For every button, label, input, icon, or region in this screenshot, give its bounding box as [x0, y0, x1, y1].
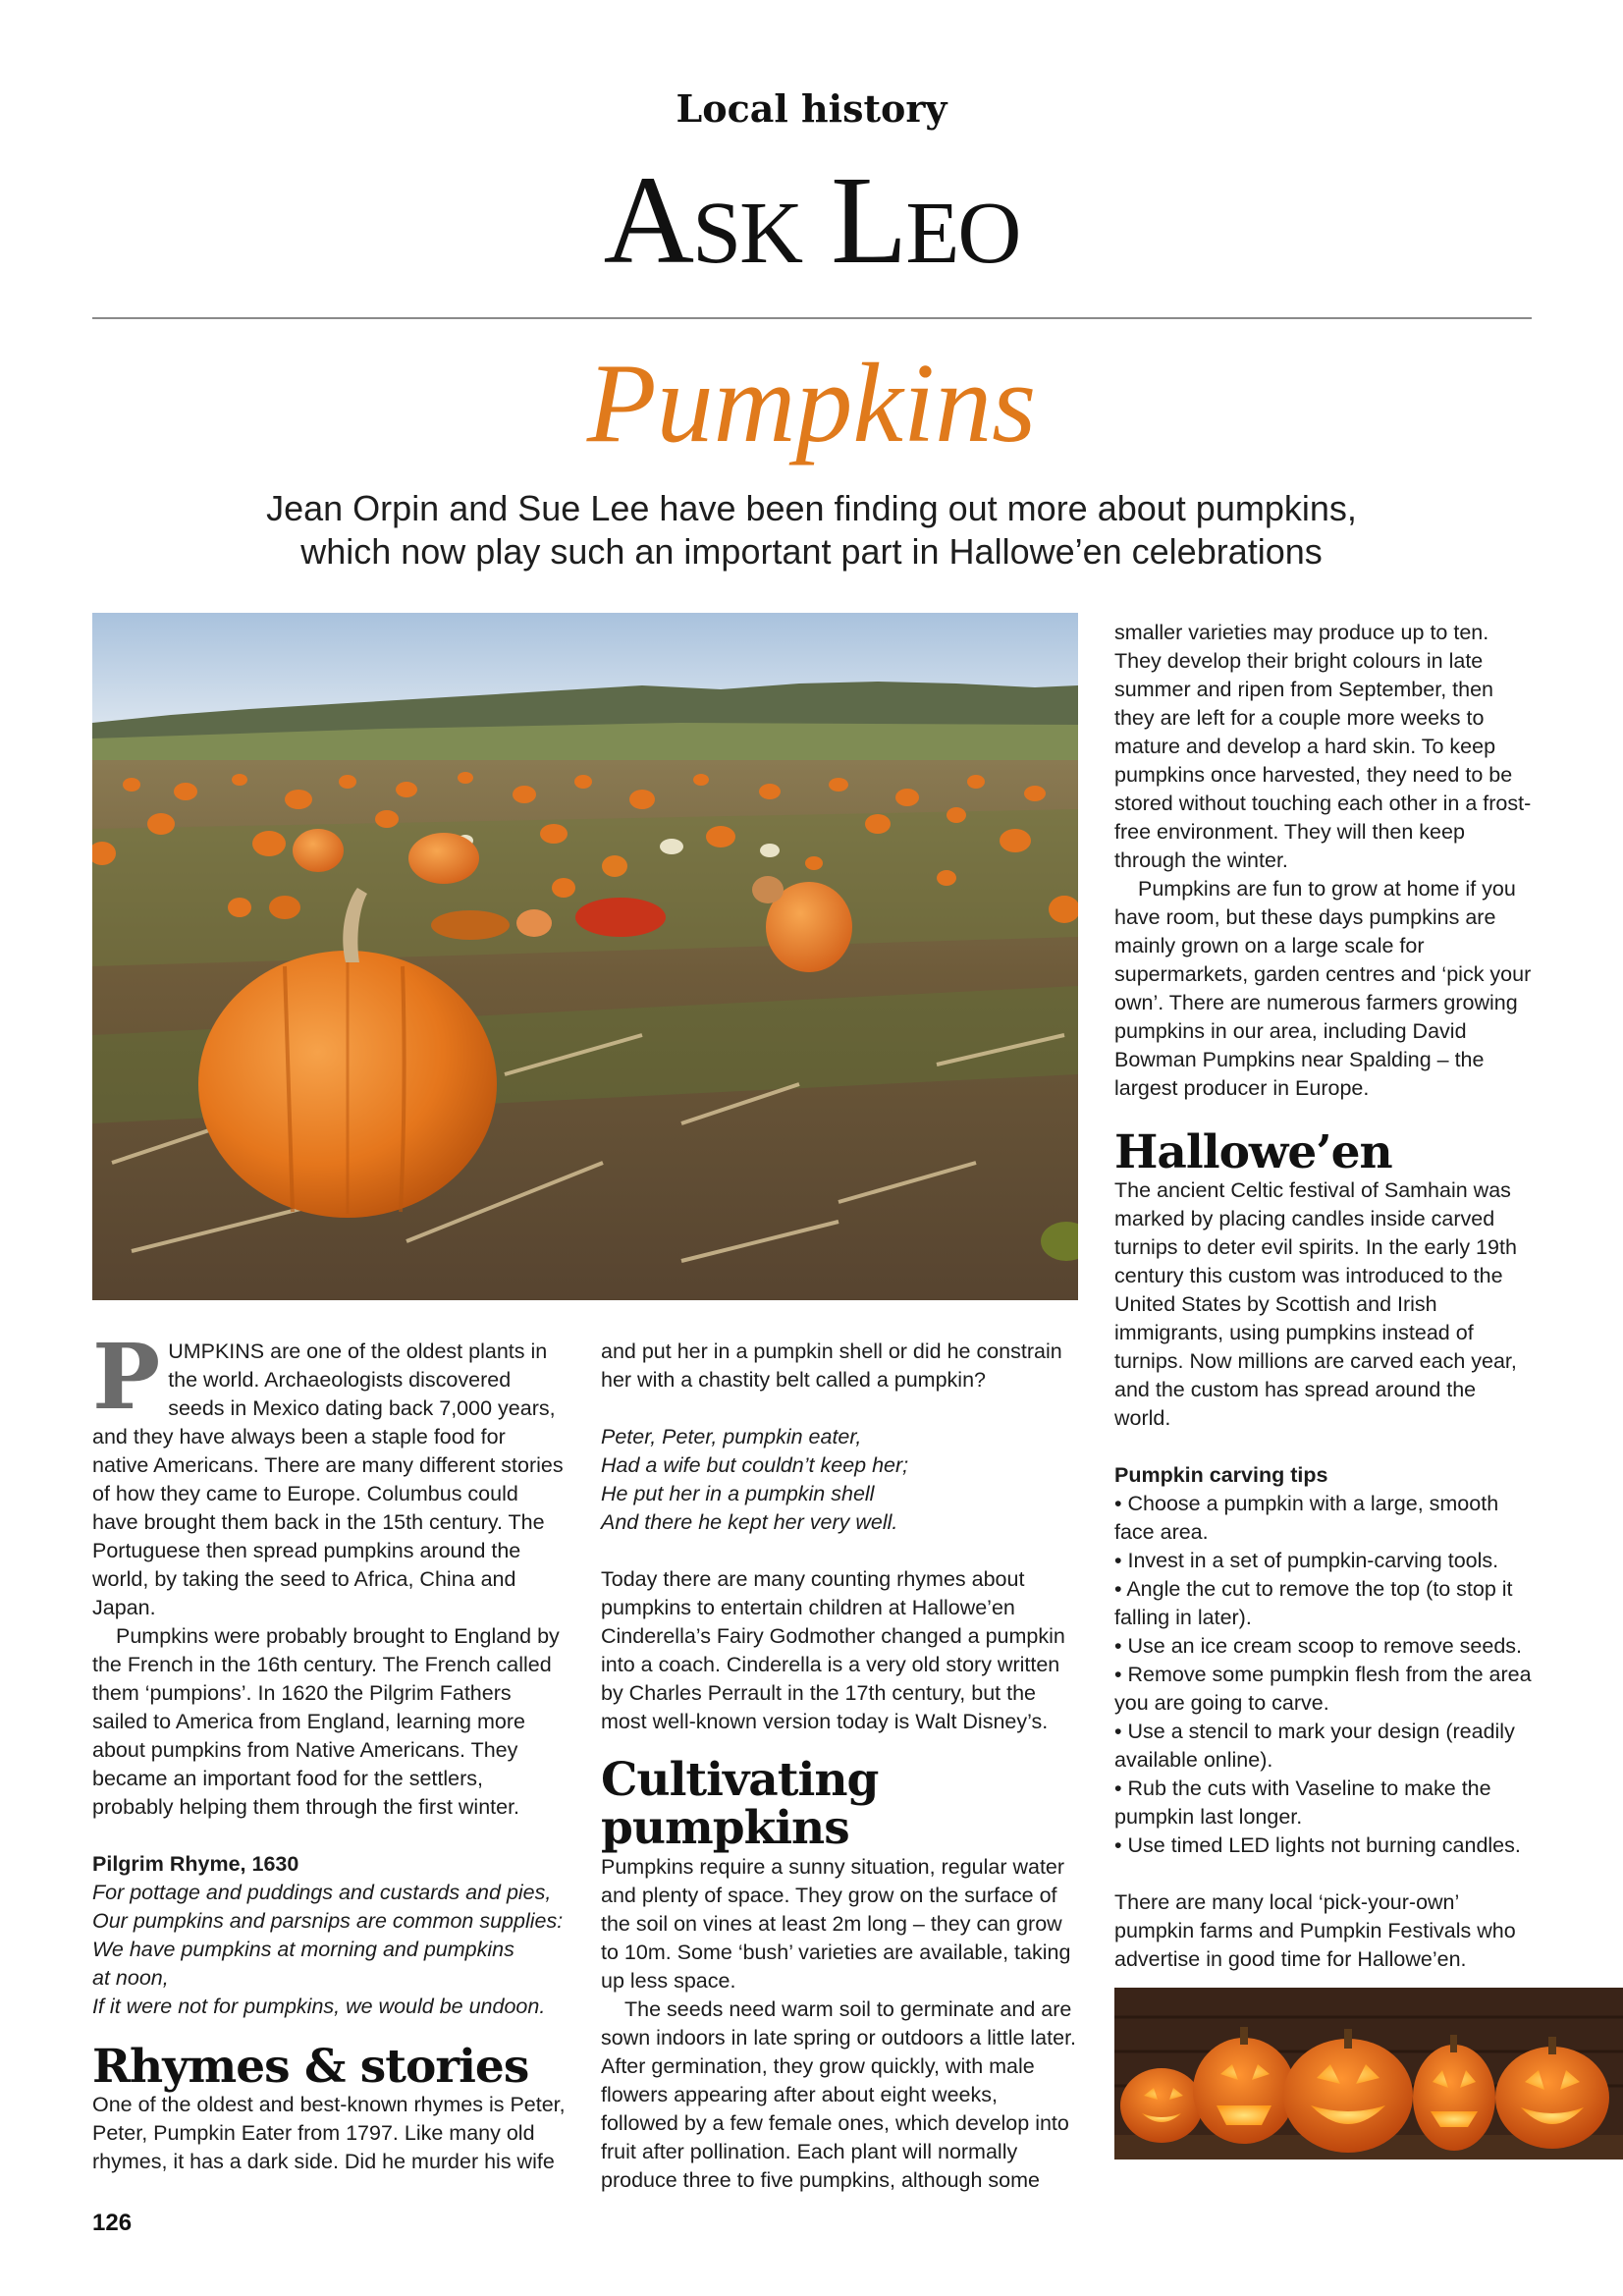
- body-paragraph: and put her in a pumpkin shell or did he constrain her with a chastity belt called a pumpkin?: [601, 1339, 1062, 1392]
- tip-item: • Remove some pumpkin flesh from the area you are going to carve.: [1114, 1663, 1532, 1716]
- body-paragraph: The ancient Celtic festival of Samhain was marked by placing candles inside carved turnips to deter evil spirits. In the early 19th century this custom was introduced to the United States by Scottish and Irish immigrants, using pumpkins instead of turnips. Now millions are carved each year, and the custom has spread around the world.: [1114, 1178, 1517, 1431]
- tip-item: • Invest in a set of pumpkin-carving tools.: [1114, 1549, 1499, 1573]
- rhyme-line: If it were not for pumpkins, we would be undoon.: [92, 1995, 546, 2018]
- rhyme-line: For pottage and puddings and custards and pies,: [92, 1881, 552, 1904]
- rhyme-line: He put her in a pumpkin shell: [601, 1482, 875, 1505]
- intro-paragraph: UMPKINS are one of the oldest plants in the world. Archaeologists discovered seeds in Mexico dating back 7,000 years, and they have always been a staple food for native Americans. There are many different stories of how they came to Europe. Columbus could have brought them back in the 15th century. The Portuguese then spread pumpkins around the world, by taking the seed to Africa, China and Japan.: [92, 1339, 564, 1619]
- rhyme-line: Our pumpkins and parsnips are common supplies:: [92, 1909, 564, 1933]
- pumpkin-field-photo: [92, 613, 1078, 1300]
- rhyme-line: And there he kept her very well.: [601, 1510, 898, 1534]
- standfirst-line-2: which now play such an important part in Hallowe’en celebrations: [300, 531, 1323, 572]
- body-paragraph: Pumpkins require a sunny situation, regular water and plenty of space. They grow on the surface of the soil on vines at least 2m long – they can grow to 10m. Some ‘bush’ varieties are available, taking up less space.: [601, 1854, 1071, 1993]
- jack-o-lantern-photo: [1114, 1988, 1623, 2159]
- section-heading-cultivating: Cultivating pumpkins: [601, 1753, 879, 1856]
- standfirst-line-1: Jean Orpin and Sue Lee have been finding out more about pumpkins,: [266, 488, 1357, 528]
- section-kicker: Local history: [676, 86, 947, 131]
- tip-item: • Use a stencil to mark your design (readily available online).: [1114, 1720, 1515, 1773]
- body-paragraph: Today there are many counting rhymes about pumpkins to entertain children at Hallowe’en Cinderella’s Fairy Godmother changed a pumpkin into a coach. Cinderella is a very old story written by Charles Perrault in the 17th century, but the most well-known version today is Walt Disney’s.: [601, 1567, 1065, 1733]
- tip-item: • Use timed LED lights not burning candles.: [1114, 1833, 1521, 1858]
- tips-title: Pumpkin carving tips: [1114, 1463, 1328, 1488]
- section-heading-halloween: Hallowe’en: [1114, 1125, 1392, 1179]
- rhyme-title: Pilgrim Rhyme, 1630: [92, 1852, 299, 1876]
- tip-item: • Choose a pumpkin with a large, smooth face area.: [1114, 1492, 1499, 1545]
- body-paragraph: The seeds need warm soil to germinate and are sown indoors in late spring or outdoors a little later. After germination, they grow quickly, with male flowers appearing after about eight weeks, followed by a few female ones, which develop into fruit after pollination. Each plant will normally produce three to five pumpkins, although some: [601, 1996, 1077, 2192]
- body-paragraph: Pumpkins are fun to grow at home if you have room, but these days pumpkins are mainly grown on a large scale for supermarkets, garden centres and ‘pick your own’. There are numerous farmers growing pumpkins in our area, including David Bowman Pumpkins near Spalding – the largest producer in Europe.: [1114, 877, 1532, 1100]
- body-paragraph: One of the oldest and best-known rhymes is Peter, Peter, Pumpkin Eater from 1797. Like many old rhymes, it has a dark side. Did he murder his wife: [92, 2093, 566, 2174]
- page-number: 126: [92, 2210, 133, 2236]
- rhyme-line: We have pumpkins at morning and pumpkins: [92, 1938, 514, 1961]
- column-2: [601, 1338, 1080, 2195]
- standfirst: [0, 487, 1623, 574]
- rhyme-line: Had a wife but couldn’t keep her;: [601, 1453, 909, 1477]
- body-paragraph: There are many local ‘pick-your-own’ pumpkin farms and Pumpkin Festivals who advertise in good time for Hallowe’en.: [1114, 1890, 1516, 1972]
- tip-item: • Angle the cut to remove the top (to stop it falling in later).: [1114, 1577, 1513, 1630]
- body-paragraph: smaller varieties may produce up to ten. They develop their bright colours in late summer and ripen from September, then they are left for a couple more weeks to mature and develop a hard skin. To keep pumpkins once harvested, they need to be stored without touching each other in a frost-free environment. They will then keep through the winter.: [1114, 621, 1532, 872]
- section-heading-rhymes: Rhymes & stories: [92, 2040, 529, 2094]
- column-masthead: Ask Leo: [603, 150, 1020, 290]
- column-1: [92, 1324, 566, 2176]
- body-paragraph: Pumpkins were probably brought to England by the French in the 16th century. The French called them ‘pumpions’. In 1620 the Pilgrim Fathers sailed to America from England, learning more about pumpkins from Native Americans. They became an important food for the settlers, probably helping them through the first winter.: [92, 1624, 560, 1819]
- rhyme-line: at noon,: [92, 1966, 169, 1990]
- column-3: [1114, 619, 1537, 1974]
- article-title: Pumpkins: [586, 341, 1037, 466]
- drop-cap: P: [92, 1324, 161, 1430]
- tip-item: • Use an ice cream scoop to remove seeds.: [1114, 1634, 1523, 1659]
- rhyme-line: Peter, Peter, pumpkin eater,: [601, 1425, 862, 1449]
- tip-item: • Rub the cuts with Vaseline to make the pumpkin last longer.: [1114, 1777, 1491, 1830]
- header-divider: [92, 317, 1532, 319]
